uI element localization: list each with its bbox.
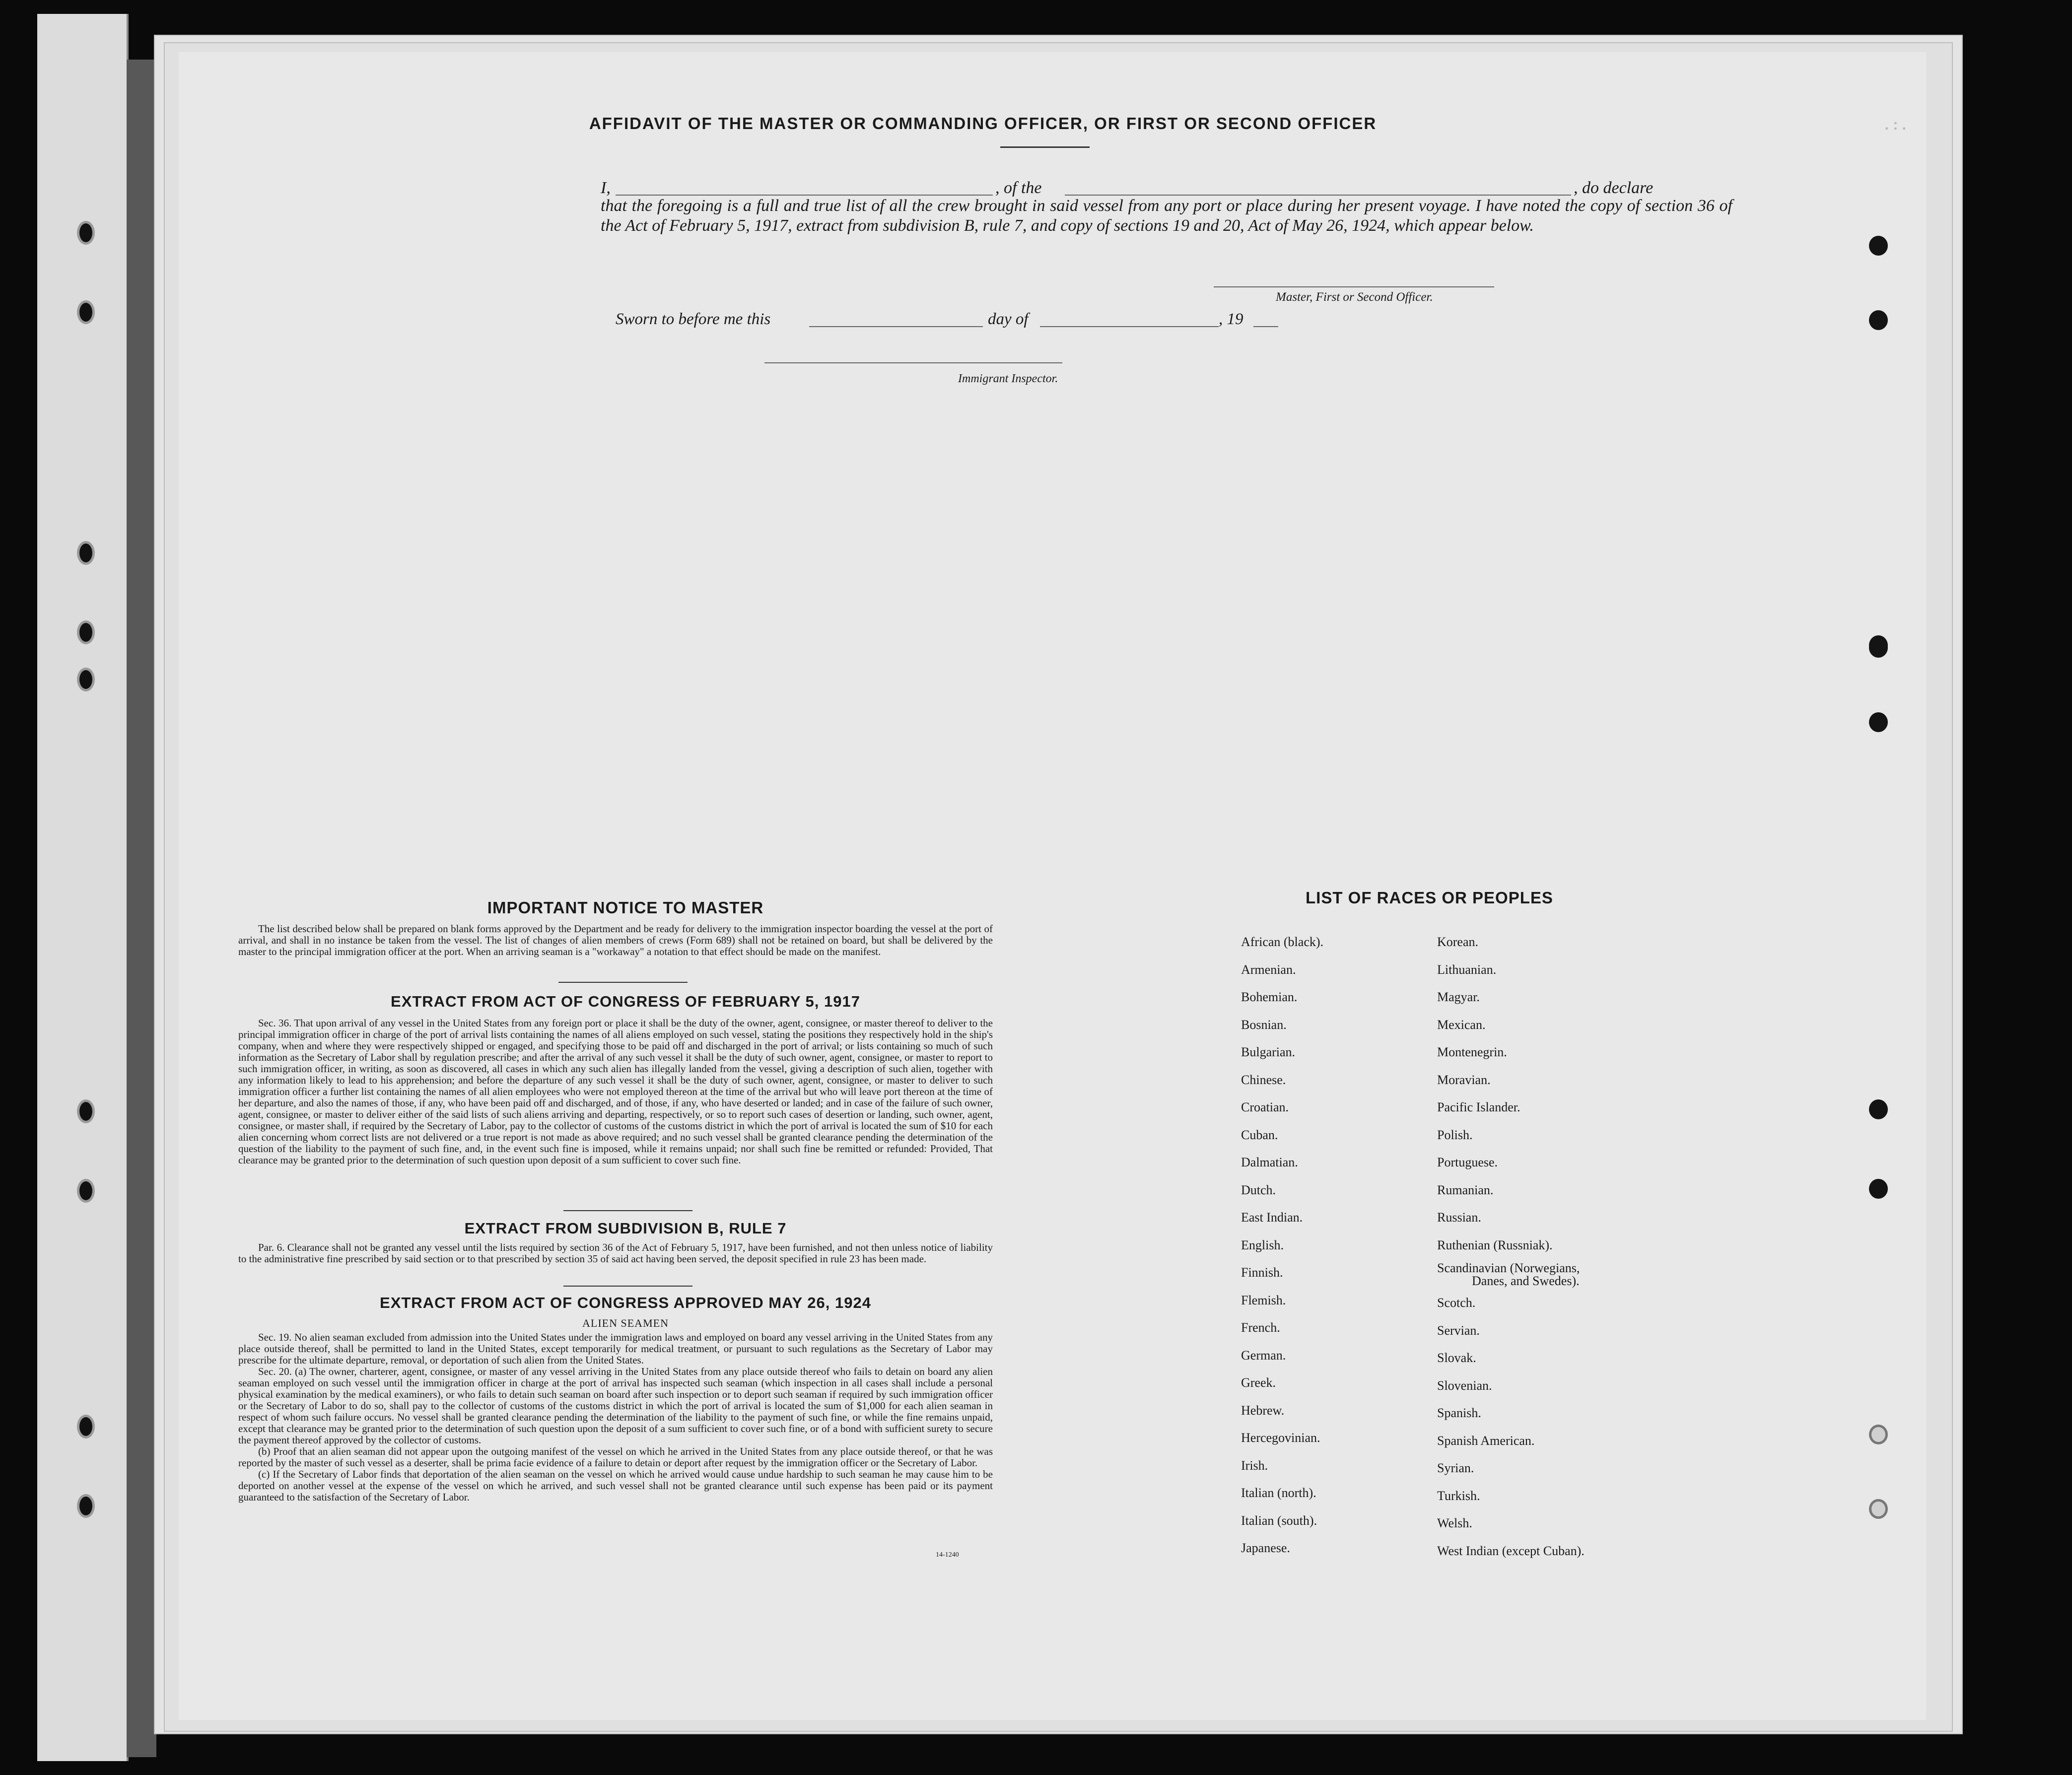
section-rule [563, 1286, 692, 1287]
race-item: Scandinavian (Norwegians, [1437, 1261, 1580, 1275]
punch-hole [1869, 1179, 1888, 1199]
race-item: Lithuanian. [1437, 962, 1497, 977]
sec20c-text: (c) If the Secretary of Labor finds that deportation of the alien seaman on the vessel on which he arrived would cause undue hardship to such seaman he may cause him to be deported on another vessel at the expense of the vessel on which he arrived, and such vessel shall not be granted clearance until such expense has been paid or its payment guaranteed to the satisfaction of the Secretary of Labor. [238, 1468, 993, 1503]
race-item: Italian (south). [1241, 1513, 1317, 1528]
race-item: Japanese. [1241, 1541, 1290, 1555]
extract1924-body [238, 1332, 993, 1503]
binder-shadow [127, 60, 156, 1757]
race-item: Spanish. [1437, 1406, 1481, 1420]
sworn-line [616, 310, 1261, 333]
binder-hole [77, 668, 95, 691]
sec20a-text: Sec. 20. (a) The owner, charterer, agent, consignee, or master of any vessel arriving in the United States from any place outside thereof who fails to detain on board any alien seaman employed on such vessel until the immigration officer in charge at the port of arrival has inspected such seaman (which inspection in all cases shall include a personal physical examination by the medical examiners), or who fails to detain such seaman on board after such inspection or to deport such seaman if required by such immigration officer or the Secretary of Labor to do so, shall pay to the collector of customs of the customs district in which the port of arrival is located the sum of $1,000 for each alien seaman in respect of whom such failure occurs. No vessel shall be granted clearance pending the determination of the liability to the payment of such fine, or while the fine remains unpaid, except that clearance may be granted prior to the determination of such question upon the deposit of a sum sufficient to cover such fine, or of a bond with sufficient surety to secure the payment thereof approved by the collector of customs. [238, 1365, 993, 1446]
notice-text: The list described below shall be prepared on blank forms approved by the Department and be ready for delivery to the immigration inspector boarding the vessel at the port of arrival, and shall in no instance be taken from the vessel. The list of changes of alien members of crews (Form 689) shall not be retained on board, but shall be delivered by the master to the principal immigration officer at the port. When an arriving seaman is a "workaway" a notation to that effect should be made on the manifest. [238, 923, 993, 957]
vessel-blank[interactable] [1065, 195, 1571, 196]
races-title: LIST OF RACES OR PEOPLES [1306, 888, 1553, 907]
race-item: English. [1241, 1237, 1284, 1252]
race-item: West Indian (except Cuban). [1437, 1543, 1585, 1558]
race-item: Pacific Islander. [1437, 1100, 1520, 1114]
section-rule [563, 1210, 692, 1211]
race-item: Flemish. [1241, 1293, 1286, 1307]
race-item: Hercegovinian. [1241, 1431, 1320, 1445]
race-item: Montenegrin. [1437, 1045, 1507, 1059]
punch-hole [1869, 1099, 1888, 1119]
month-blank[interactable] [1040, 326, 1219, 327]
race-item: Syrian. [1437, 1461, 1474, 1475]
race-item: French. [1241, 1320, 1280, 1335]
binder-hole [77, 300, 95, 324]
extract1924-title: EXTRACT FROM ACT OF CONGRESS APPROVED MAY 26, 1924 [380, 1294, 871, 1311]
binder-hole [77, 1415, 95, 1438]
race-item: Korean. [1437, 935, 1479, 949]
race-item: Greek. [1241, 1375, 1276, 1390]
race-item: Croatian. [1241, 1100, 1289, 1114]
race-item: Russian. [1437, 1210, 1481, 1225]
race-item: Bulgarian. [1241, 1045, 1296, 1059]
binder-hole [77, 620, 95, 644]
affidavit-body: that the foregoing is a full and true list of all the crew brought in said vessel from any port or place during her present voyage. I have noted the copy of section 36 of the Act of February 5, 1917, extract from subdivision B, rule 7, and copy of sections 19 and 20, Act of May 26, 1924, which appear below. [601, 197, 1732, 235]
race-item: Spanish American. [1437, 1433, 1535, 1448]
binder-hole [77, 1179, 95, 1203]
race-item: Rumanian. [1437, 1182, 1494, 1197]
inspector-label: Immigrant Inspector. [958, 372, 1058, 385]
race-item: African (black). [1241, 935, 1324, 949]
name-blank[interactable] [616, 195, 993, 196]
section-rule [558, 982, 688, 983]
rule7-title: EXTRACT FROM SUBDIVISION B, RULE 7 [464, 1220, 787, 1237]
master-label: Master, First or Second Officer. [1276, 290, 1433, 304]
race-item: Cuban. [1241, 1127, 1278, 1142]
races-column-2 [1437, 928, 1585, 1565]
binder-hole [77, 541, 95, 565]
race-item: Slovak. [1437, 1351, 1476, 1365]
affidavit-line1 [601, 179, 1732, 199]
punch-hole [1869, 1499, 1888, 1519]
notice-title: IMPORTANT NOTICE TO MASTER [487, 898, 764, 917]
form-number: 14-1240 [936, 1551, 959, 1559]
affidavit-title: AFFIDAVIT OF THE MASTER OR COMMANDING OFFICER, OR FIRST OR SECOND OFFICER [589, 114, 1377, 133]
race-item: Bosnian. [1241, 1017, 1287, 1032]
race-item: Danes, and Swedes). [1472, 1274, 1580, 1288]
extract1917-title: EXTRACT FROM ACT OF CONGRESS OF FEBRUARY 5, 1917 [391, 993, 860, 1010]
binder-hole [77, 1099, 95, 1123]
day-blank[interactable] [809, 326, 983, 327]
race-item: Magyar. [1437, 990, 1480, 1004]
race-item: Dutch. [1241, 1182, 1276, 1197]
extract1917-text: Sec. 36. That upon arrival of any vessel in the United States from any foreign port or place it shall be the duty of the owner, agent, consignee, or master thereof to deliver to the principal immigration officer in charge of the port of arrival lists containing the names of all aliens employed on such vessel, stating the positions they respectively hold in the ship's company, when and where they were respectively shipped or engaged, and specifying those to be paid off and discharged in the port of arrival; or lists containing so much of such information as the Secretary of Labor shall by regulation prescribe; and after the arrival of any such vessel it shall be the duty of such owner, agent, consignee, or master to report to such immigration officer, in writing, as soon as discovered, all cases in which any such alien has illegally landed from the vessel, giving a description of such alien, together with any information likely to lead to his apprehension; and before the departure of any such vessel it shall be the duty of such owner, agent, consignee, or master to deliver to such immigration officer a further list containing the names of all alien employees who were not employed thereon at the time of the arrival but who will leave port thereon at the time of her departure, and also the names of those, if any, who have been paid off and discharged, and of those, if any, who have deserted or landed; and in case of the failure of such owner, agent, consignee, or master to deliver either of the said lists of such aliens arriving and departing, respectively, or so to report such cases of desertion or landing, such owner, agent, consignee, or master shall, if required by the Secretary of Labor, pay to the collector of customs of the customs district in which the port of arrival is located the sum of $10 for each alien concerning whom correct lists are not delivered or a true report is not made as above required; and no such vessel shall be granted clearance pending the determination of the question of the liability to the payment of such fine, and, in the event such fine is imposed, while it remains unpaid; nor shall such fine be remitted or refunded: Provided, That clearance may be granted prior to the determination of such question upon deposit of a sum sufficient to cover such fine. [238, 1017, 993, 1166]
binder-hole [77, 221, 95, 245]
race-item: Servian. [1437, 1323, 1480, 1338]
race-item: Portuguese. [1437, 1155, 1498, 1169]
race-item: Italian (north). [1241, 1486, 1316, 1500]
declare-label: , do declare [1574, 179, 1654, 197]
race-item: Hebrew. [1241, 1403, 1285, 1418]
sec19-text: Sec. 19. No alien seaman excluded from admission into the United States under the immigration laws and employed on board any vessel arriving in the United States from any place outside thereof, shall be permitted to land in the United States, except temporarily for medical treatment, or pursuant to such regulations as the Secretary of Labor may prescribe for the ultimate departure, removal, or deportation of such alien from the United States. [238, 1331, 993, 1366]
sworn-label: Sworn to before me this [616, 310, 771, 328]
race-item: Dalmatian. [1241, 1155, 1298, 1169]
race-item: Polish. [1437, 1127, 1473, 1142]
inspector-signature-line[interactable] [764, 362, 1062, 363]
races-column-1 [1241, 928, 1323, 1562]
master-signature-line[interactable] [1214, 286, 1494, 287]
race-item: Ruthenian (Russniak). [1437, 1237, 1553, 1252]
race-item: Welsh. [1437, 1516, 1472, 1530]
race-item: Armenian. [1241, 962, 1296, 977]
punch-hole [1869, 310, 1888, 330]
year-blank[interactable] [1253, 326, 1278, 327]
race-item: Slovenian. [1437, 1378, 1492, 1393]
race-item: Irish. [1241, 1458, 1268, 1473]
i-label: I, [601, 179, 611, 197]
race-item: German. [1241, 1348, 1286, 1363]
bleed-mark: . : . [1884, 117, 1906, 133]
year-label: , 19 [1219, 310, 1243, 328]
race-item: Turkish. [1437, 1488, 1480, 1503]
punch-hole [1869, 236, 1888, 256]
race-item: Chinese. [1241, 1072, 1286, 1087]
extract1924-subtitle: ALIEN SEAMEN [582, 1317, 669, 1329]
race-item: East Indian. [1241, 1210, 1303, 1225]
race-item: Scotch. [1437, 1296, 1476, 1310]
race-item: Finnish. [1241, 1265, 1283, 1280]
day-of-label: day of [988, 310, 1029, 328]
race-item: Bohemian. [1241, 990, 1298, 1004]
punch-hole [1869, 1425, 1888, 1444]
punch-hole [1869, 712, 1888, 732]
title-rule [1000, 146, 1090, 148]
rule7-text: Par. 6. Clearance shall not be granted any vessel until the lists required by section 36 of the Act of February 5, 1917, have been furnished, and not then unless notice of liability to the administrative fine prescribed by said section or to that prescribed by section 35 of said act having been served, the deposit specified in rule 23 has been made. [238, 1241, 993, 1265]
race-item: Mexican. [1437, 1017, 1486, 1032]
binder-hole [77, 1494, 95, 1518]
form-page [179, 52, 1926, 1720]
race-item: Moravian. [1437, 1072, 1491, 1087]
sec20b-text: (b) Proof that an alien seaman did not appear upon the outgoing manifest of the vessel on which he arrived in the United States from any place outside thereof, or that he was reported by the master of such vessel as a deserter, shall be prima facie evidence of a failure to detain or deport after request by the immigration officer or the Secretary of Labor. [238, 1445, 993, 1469]
punch-hole [1869, 635, 1888, 655]
of-the-label: , of the [995, 179, 1042, 197]
